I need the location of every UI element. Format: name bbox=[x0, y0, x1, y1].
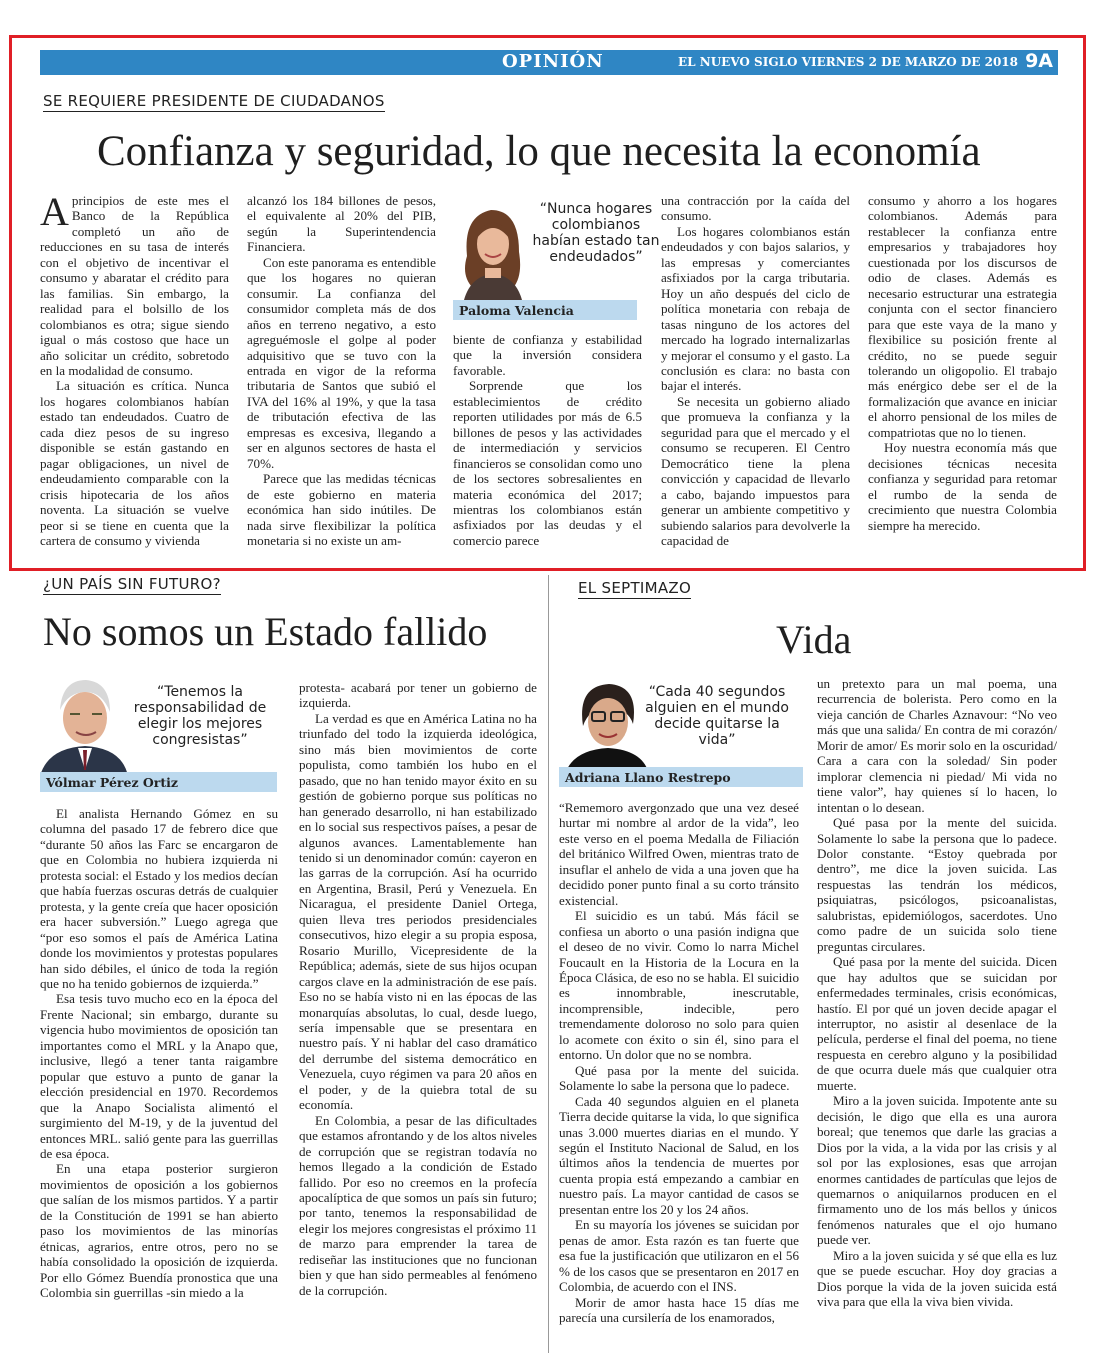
column-divider bbox=[548, 575, 549, 1353]
paragraph: El analista Hernando Gómez en su columna del pasado 17 de febrero dice que “durante 50 años las Farc se encargaron de que en Colombia no hubiera izquierda ni protesta social: el Estado y los medios decían que había fuerzas oscuras detrás de cualquier protesta, y la gente creía que hacer oposición era hacer subversión.” Luego agrega que “por eso somos el país de América Latina donde los movimientos y protestas populares han sido débiles, el único de toda la región que no ha tenido gobiernos de izquierda.” bbox=[40, 806, 278, 991]
paragraph: La verdad es que en América Latina no ha triunfado del todo la izquierda ideológica, sino más bien movimientos de corte populista, como también los hubo en el pasado, que no han tenido mayor éxito en su gestión de gobierno porque sus políticas no han generado desarrollo, ni han estabilizado en lo social sus respectivos países, a pesar de algunos avances. Lamentablemente han tenido si un denominador común: cayeron en las garras de la corrupción. Así ha ocurrido en Argentina, Brasil, Perú y Venezuela. En Nicaragua, el presidente Daniel Ortega, quien lleva tres periodos presidenciales consecutivos, hizo elegir a su propia esposa, Rosario Murillo, Vicepresidente de la República; además, siete de sus hijos ocupan cargos clave en la administración de ese país. Eso no se había visto ni en las épocas de las monarquías absolutas, lo cual, desde luego, sería impensable que se presentara en nuestro país. Y ni hablar del caso dramático del derrumbe del sistema democrático en Venezuela, cuyo régimen va para 20 años en el poder, y de la quiebra total de su economía. bbox=[299, 710, 537, 1113]
paragraph: protesta- acabará por tener un gobierno de izquierda. bbox=[299, 680, 537, 711]
paragraph: En una etapa posterior surgieron movimientos de oposición a los gobiernos que salían de los mismos partidos. Y a partir de la Constitución de 1991 se han abierto paso los movimientos de las minorías étnicas, agrarios, entre otros, pero no se había consolidado la oposición de izquierda. Por ello Gómez Buendía pronostica que una Colombia sin guerrillas -sin miedo a la bbox=[40, 1161, 278, 1301]
paragraph: En Colombia, a pesar de las dificultades que estamos afrontando y de los altos niveles de corrupción que se registran todavía no hemos llegado a la condición de Estado fallido. Por eso no creemos en la profecía apocalíptica de que somos un país sin futuro; por tanto, tenemos la responsabilidad de elegir los mejores congresistas el próximo 11 de marzo para emprender la tarea de rediseñar las instituciones que no funcionan bien y que han sido permeables al fenómeno de la corrupción. bbox=[299, 1112, 537, 1298]
paragraph: Miro a la joven suicida y sé que ella es luz que se puede escuchar. Hoy doy gracias a Dios porque la vida de la joven suicida está viva para que ella la viva bien vivida. bbox=[817, 1247, 1057, 1310]
paragraph: Qué pasa por la mente del suicida. Dicen que hay adultos que se suicidan por enfermedades terminales, crisis económicas, hastío. El por qué un joven decide apagar el interruptor, no asistir al desenlace de la película, perderse el final del poema, no tiene respuesta en cerebro alguno y la posibilidad de que ocurra duele más que cualquier otra muerte. bbox=[817, 954, 1057, 1093]
paragraph: Sorprende que los establecimientos de crédito reporten utilidades por más de 6.5 billones de pesos y las actividades de intermediación y servicios financieros se consolidan como uno de los sectores sobresalientes en materia económica del 2017; mientras los colombianos están asfixiados por las deudas y el comercio parece bbox=[453, 378, 642, 548]
article1-kicker: SE REQUIERE PRESIDENTE DE CIUDADANOS bbox=[43, 92, 385, 110]
article3-column-2 bbox=[817, 676, 1057, 1316]
article1-author-bar: Paloma Valencia bbox=[453, 300, 637, 320]
article1-headline: Confianza y seguridad, lo que necesita la economía bbox=[97, 128, 981, 175]
author-photo-volmar bbox=[40, 670, 128, 776]
article1-column-1 bbox=[40, 189, 229, 553]
paragraph: consumo y ahorro a los hogares colombianos. Además para restablecer la confianza entre empresarios y trabajadores hoy cuestionada por los discursos de odio de clases. Además es necesario estructurar una estrategia conjunta con el sector financiero para que este vaya de la mano y flexibilice su posición frente al crédito, no se puede seguir tolerando un oligopolio. El trabajo más enérgico debe ser el de la formalización que avance en iniciar el ahorro pensional de los miles de compatriotas que no lo tienen. bbox=[868, 193, 1057, 440]
paragraph: Se necesita un gobierno aliado que promueva la confianza y la seguridad para que el mercado y el consumo se recuperen. El Centro Democrático tiene la plena convicción y capacidad de llevarlo a cabo, bajando impuestos para generar un ambiente competitivo y subiendo salarios para devolverle la capacidad de bbox=[661, 393, 850, 548]
section-header-bar bbox=[40, 50, 1058, 75]
paragraph: Miro a la joven suicida. Impotente ante su decisión, le digo que ella es una aurora boreal; que tenemos que darle las gracias a Dios por la vida, a la vida por las crisis y al sol por las explosiones, esas que arrojan enormes cantidades de partículas que lejos de quemarnos o aniquilarnos producen en el firmamento uno de los más bellos y únicos fenómenos naturales que el ojo humano puede ver. bbox=[817, 1093, 1057, 1248]
paragraph: una contracción por la caída del consumo. bbox=[661, 193, 850, 224]
paragraph: biente de confianza y estabilidad que la inversión considera favorable. bbox=[453, 332, 642, 378]
page-number: 9A bbox=[1025, 50, 1053, 72]
article2-column-2 bbox=[299, 680, 537, 1336]
paragraph: Hoy nuestra economía más que decisiones técnicas necesita confianza y seguridad para retomar el rumbo de la senda de crecimiento que nuestra Colombia siempre ha merecido. bbox=[868, 440, 1057, 533]
article2-headline: No somos un Estado fallido bbox=[43, 609, 488, 654]
paragraph: En su mayoría los jóvenes se suicidan por penas de amor. Esta razón es tan fuerte que esa fue la justificación que utilizaron en el 56 % de los casos que se presentaron en 2017 en Colombia, de acuerdo con el INS. bbox=[559, 1217, 799, 1295]
article3-kicker: EL SEPTIMAZO bbox=[578, 579, 692, 597]
paragraph: Cada 40 segundos alguien en el planeta Tierra decide quitarse la vida, lo que significa unas 3.000 muertes diarias en el mundo. Y según el Instituto Nacional de Salud, en los últimos años la tendencia de muertes por cuenta propia está empezando a cambiar en nuestro país. La mayor cantidad de casos se presentan entre los 20 y los 24 años. bbox=[559, 1093, 799, 1217]
article3-author-bar: Adriana Llano Restrepo bbox=[559, 767, 803, 787]
paragraph: Parece que las medidas técnicas de este gobierno en materia económica han sido inútiles. De nada sirve flexibilizar la política monetaria si no existe un am- bbox=[247, 471, 436, 548]
paragraph: “Rememoro avergonzado que una vez deseé hurtar mi nombre al ardor de la vida”, leo este verso en el poema Medalla de Filiación del británico Wilfred Owen, mientras trato de insuflar el anhelo de vida a una joven que ha decidido poner punto final a su corto tránsito existencial. bbox=[559, 800, 799, 908]
paragraph: principios de este mes el Banco de la República completó un año de reducciones en su tasa de interés con el objetivo de incentivar el consumo y abaratar el crédito para las familias. Sin embargo, la realidad para el bolsillo de los colombianos es otra; sigue siendo igual o más costoso que hace un año solicitar un crédito, sobretodo en la modalidad de consumo. bbox=[40, 193, 229, 378]
article3-pull-quote: “Cada 40 segundos alguien en el mundo decide quitarse la vida” bbox=[645, 684, 789, 748]
paragraph: Morir de amor hasta hace 15 días me parecía una cursilería de los enamorados, bbox=[559, 1294, 799, 1325]
section-title: OPINIÓN bbox=[502, 51, 604, 72]
article1-column-2 bbox=[247, 193, 436, 553]
article2-pull-quote: “Tenemos la responsabilidad de elegir los mejores congresistas” bbox=[133, 684, 267, 748]
article1-column-3 bbox=[453, 332, 642, 553]
article3-headline: Vida bbox=[776, 617, 852, 662]
paragraph: un pretexto para un mal poema, una recurrencia de bolerista. Pero como en la vieja canción de Charles Aznavour: “No veo más que una salida/ En contra de mi corazón/ Morir de amor/ Es morir solo en la oscuridad/ Cara a cara con la soledad/ Sin poder implorar clemencia ni piedad/ Mi vida no tiene valor”, hay quienes sí lo hacen, lo intentan o lo desean. bbox=[817, 676, 1057, 815]
article1-pull-quote: “Nunca hogares colombianos habían estado tan endeudados” bbox=[532, 201, 660, 265]
article1-column-4 bbox=[661, 193, 850, 553]
article1-column-5 bbox=[868, 193, 1057, 553]
paragraph: alcanzó los 184 billones de pesos, el equivalente al 20% del PIB, según la Superintendencia Financiera. bbox=[247, 193, 436, 255]
author-photo-adriana bbox=[559, 674, 653, 774]
paragraph: Qué pasa por la mente del suicida. Solamente lo sabe la persona que lo padece. bbox=[559, 1062, 799, 1094]
author-photo-paloma bbox=[453, 196, 533, 304]
paragraph: El suicidio es un tabú. Más fácil se confiesa un aborto o una pasión indigna que el deseo de no vivir. Como lo narra Michel Foucault en la Historia de la Locura en la Época Clásica, de eso no se habla. El suicidio es innombrable, inescrutable, incomprensible, indecible, pero tremendamente doloroso no solo para quien lo acomete con éxito o sin él, sino para el entorno. Un dolor que no se nombra. bbox=[559, 908, 799, 1063]
article2-column-1 bbox=[40, 806, 278, 1336]
paragraph: La situación es crítica. Nunca los hogares colombianos habían estado tan endeudados. Cuatro de cada diez pesos de su ingreso disponible se están gastando en pagar obligaciones, un nivel de endeudamiento comparable con la crisis hipotecaria de los años noventa. La situación se vuelve peor si se tiene en cuenta que la cartera de consumo y vivienda bbox=[40, 378, 229, 548]
paragraph: Qué pasa por la mente del suicida. Solamente lo sabe la persona que lo padece. Dolor constante. “Estoy quebrada por dentro”, me dice la joven suicida. Las respuestas las tendrán los médicos, psiquiatras, psicólogos, psicoanalistas, salubristas, epidemiólogos, sacerdotes. Uno como padre de un suicida solo tiene preguntas circulares. bbox=[817, 815, 1057, 954]
article2-author-bar: Vólmar Pérez Ortiz bbox=[40, 772, 277, 792]
paper-date: EL NUEVO SIGLO VIERNES 2 DE MARZO DE 2018 bbox=[677, 55, 1018, 69]
article3-column-1 bbox=[559, 800, 799, 1325]
paragraph: Esa tesis tuvo mucho eco en la época del Frente Nacional; sin embargo, durante su vigencia hubo movimientos de oposición tan importantes como el MRL y la Anapo que, inclusive, llegó a tener tanta raigambre popular que estuvo a punto de ganar la elección presidencial en 1970. Recordemos que la Anapo Socialista alimentó el surgimiento del M-19, y de la juventud del entonces MRL. salió gente para las guerrillas de esa época. bbox=[40, 991, 278, 1161]
paragraph: Con este panorama es entendible que los hogares no quieran consumir. La confianza del consumidor completa más de dos años en terreno negativo, a esto agreguémosle el golpe al poder adquisitivo que se tuvo con la entrada en vigor de la reforma tributaria de Santos que subió el IVA del 16% al 19%, y que la tasa de tributación efectiva de las empresas es excesiva, llegando a ser en algunos sectores de hasta el 70%. bbox=[247, 254, 436, 471]
article2-kicker: ¿UN PAÍS SIN FUTURO? bbox=[43, 575, 221, 593]
paragraph: Los hogares colombianos están endeudados y con bajos salarios, y las empresas y comerciantes asfixiados por la carga tributaria. Hoy un año después del ciclo de política monetaria con rebaja de tasas ninguno de los actores del mercado ha logrado internalizarlas y mejorar el consumo y el gasto. La conclusión es clara: no basta con bajar el interés. bbox=[661, 223, 850, 394]
drop-cap: A bbox=[40, 189, 69, 234]
